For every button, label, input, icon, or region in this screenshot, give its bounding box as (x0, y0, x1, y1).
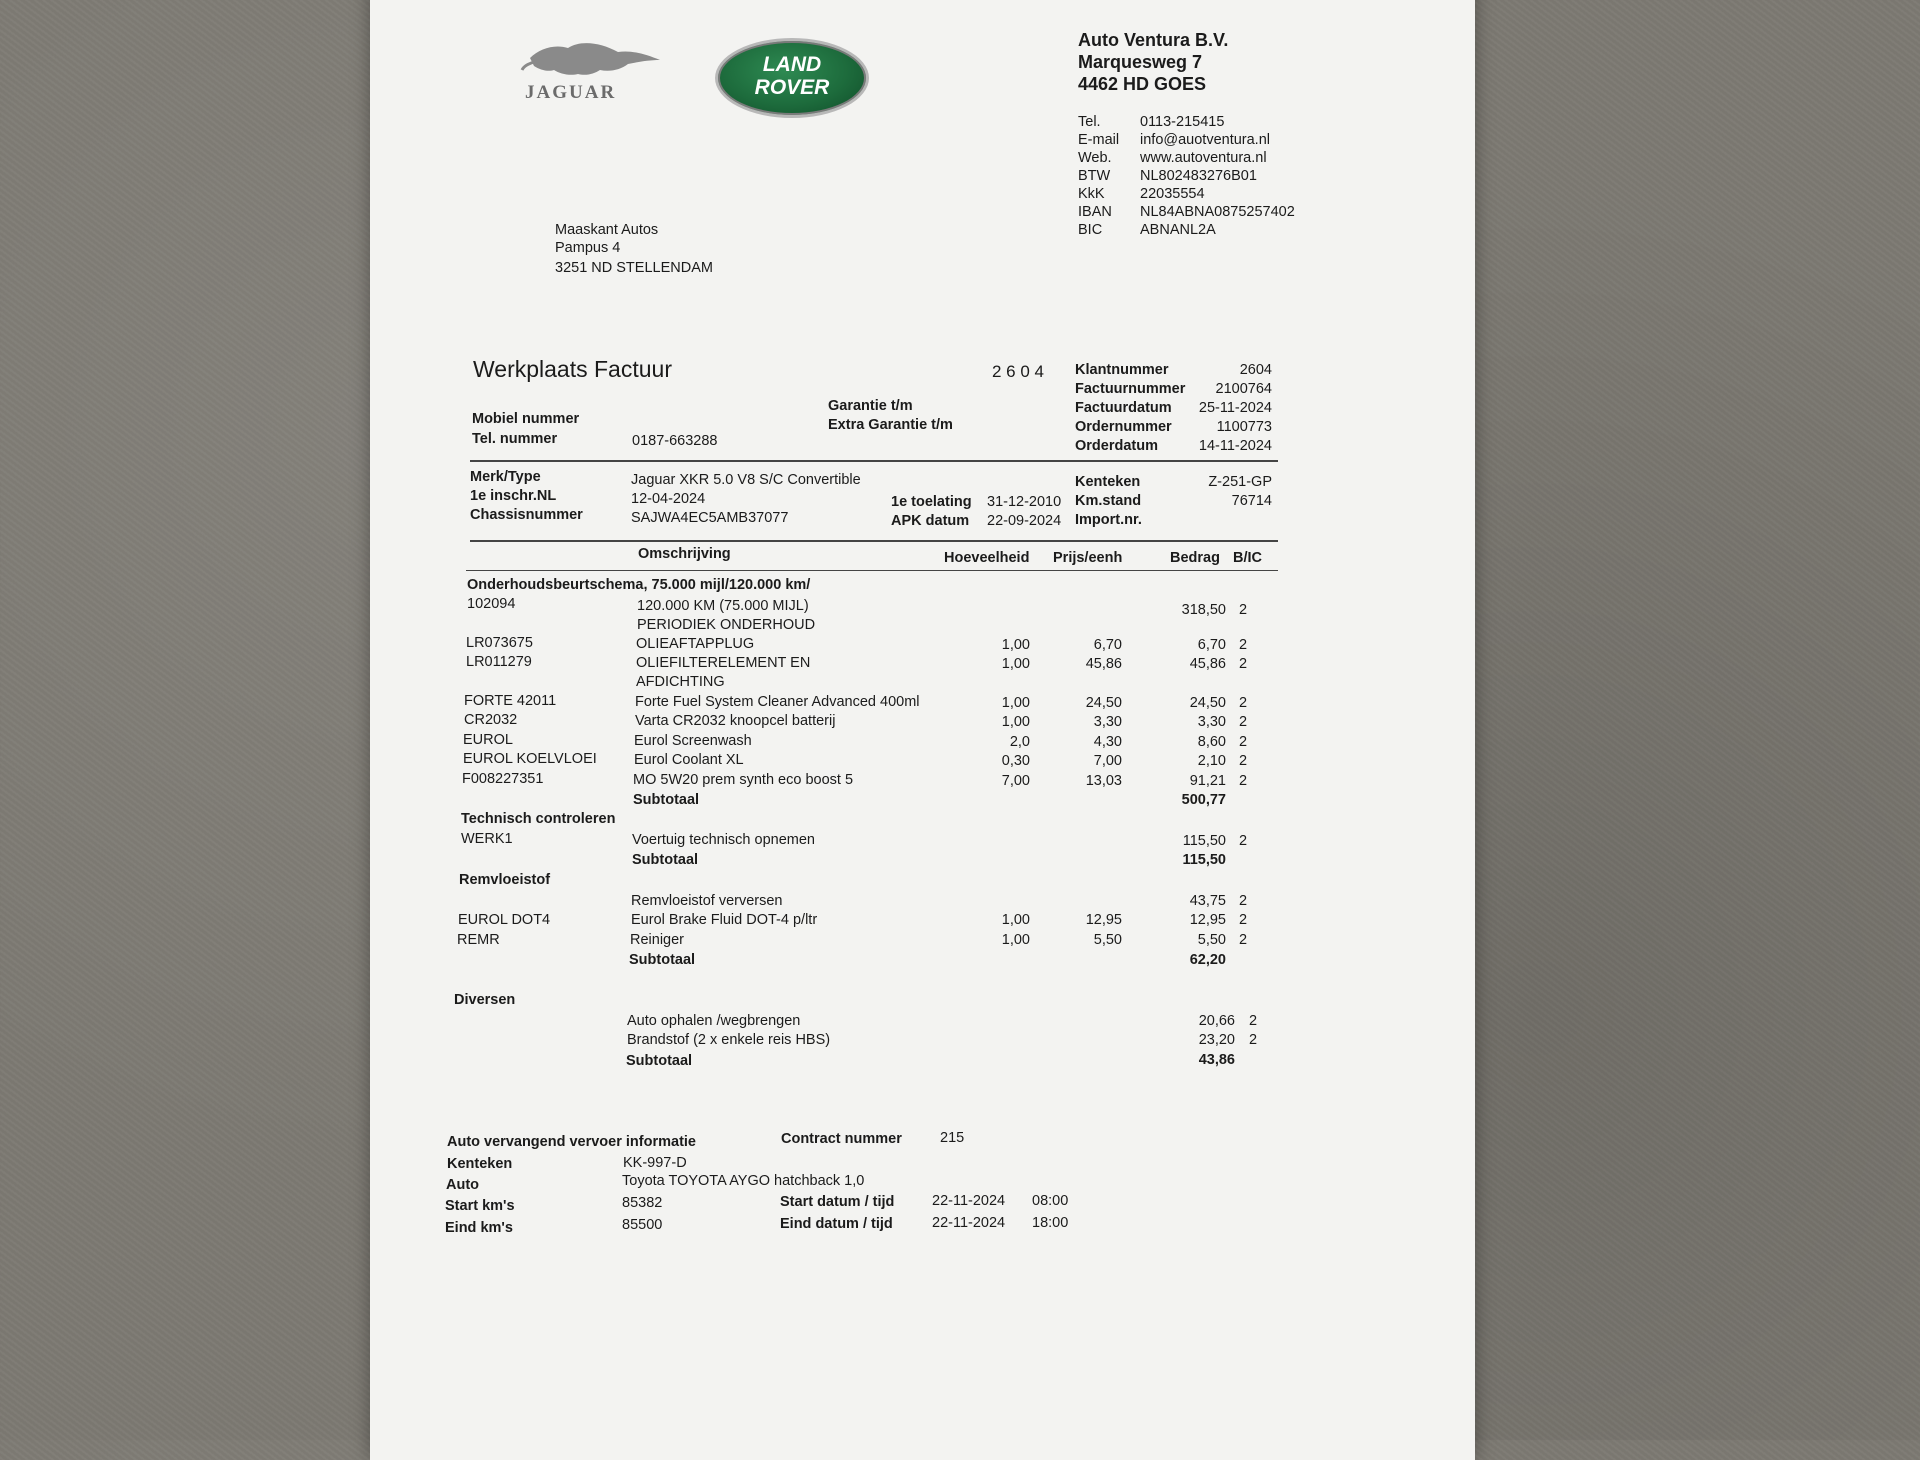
recipient-name: Maaskant Autos (555, 222, 659, 238)
jaguar-wordmark: JAGUAR (525, 82, 617, 103)
divider (470, 460, 1278, 462)
company-city: 4462 HD GOES (1078, 74, 1207, 94)
row-desc: OLIEFILTERELEMENT EN (636, 655, 811, 671)
row-desc: Eurol Coolant XL (634, 752, 744, 768)
row-amount: 2,10 (1197, 753, 1226, 769)
row-code: EUROL DOT4 (458, 912, 551, 928)
recipient-street: Pampus 4 (555, 240, 621, 256)
land-rover-line1: LAND (762, 53, 822, 76)
contact-value: NL802483276B01 (1140, 168, 1257, 184)
row-bic: 2 (1239, 773, 1248, 789)
row-qty: 7,00 (1001, 773, 1030, 789)
subtotal-value: 115,50 (1182, 852, 1226, 868)
repl-startkm-value: 85382 (622, 1195, 663, 1211)
repl-auto-label: Auto (446, 1177, 480, 1193)
row-bic: 2 (1239, 912, 1248, 928)
subtotal-value: 500,77 (1181, 792, 1226, 808)
row-bic: 2 (1239, 753, 1248, 769)
chassis-label: Chassisnummer (470, 507, 583, 523)
subtotal-value: 62,20 (1189, 952, 1226, 968)
contact-label: Web. (1078, 150, 1112, 166)
row-amount: 91,21 (1189, 773, 1226, 789)
meta-label: Factuurnummer (1075, 381, 1186, 397)
subtotal-label: Subtotaal (633, 792, 700, 808)
col-omschrijving: Omschrijving (638, 546, 731, 562)
row-bic: 2 (1239, 637, 1248, 653)
row-qty: 0,30 (1001, 753, 1030, 769)
row-qty: 1,00 (1001, 656, 1030, 672)
repl-starttijd-value: 08:00 (1032, 1193, 1069, 1209)
row-bic: 2 (1249, 1032, 1258, 1048)
row-qty: 1,00 (1001, 637, 1030, 653)
row-code: 102094 (467, 596, 516, 612)
section-title: Remvloeistof (459, 872, 551, 888)
row-price: 6,70 (1093, 637, 1122, 653)
kmstand-label: Km.stand (1075, 493, 1142, 509)
replacement-title: Auto vervangend vervoer informatie (447, 1134, 696, 1150)
repl-einddatum-label: Eind datum / tijd (780, 1216, 893, 1232)
meta-value: 14-11-2024 (1198, 438, 1272, 454)
repl-eindkm-label: Eind km's (445, 1220, 513, 1236)
row-desc: Varta CR2032 knoopcel batterij (635, 713, 836, 729)
repl-einddatum-value: 22-11-2024 (932, 1215, 1006, 1231)
meta-label: Klantnummer (1075, 362, 1169, 378)
row-code: FORTE 42011 (464, 693, 557, 709)
col-bic: B/IC (1233, 550, 1262, 566)
phone-label: Tel. nummer (472, 431, 558, 447)
contact-label: BIC (1078, 222, 1103, 238)
inschr-value: 12-04-2024 (631, 491, 706, 507)
col-bedrag: Bedrag (1170, 550, 1220, 566)
meta-value: 1100773 (1216, 419, 1272, 435)
row-qty: 2,0 (1009, 734, 1030, 750)
company-street: Marquesweg 7 (1078, 52, 1203, 72)
contract-value: 215 (940, 1130, 965, 1146)
row-bic: 2 (1239, 602, 1248, 618)
contact-label: Tel. (1078, 114, 1101, 130)
row-desc: Forte Fuel System Cleaner Advanced 400ml (635, 694, 920, 710)
repl-eindkm-value: 85500 (622, 1217, 663, 1233)
company-name: Auto Ventura B.V. (1078, 30, 1229, 50)
row-bic: 2 (1239, 714, 1248, 730)
repl-startdatum-label: Start datum / tijd (780, 1194, 895, 1210)
row-desc: AFDICHTING (636, 674, 725, 690)
apk-value: 22-09-2024 (987, 513, 1062, 529)
row-desc: Remvloeistof verversen (631, 893, 783, 909)
row-qty: 1,00 (1001, 695, 1030, 711)
row-code: CR2032 (464, 712, 518, 728)
row-code: F008227351 (462, 771, 544, 787)
merk-label: Merk/Type (470, 469, 541, 485)
row-bic: 2 (1239, 656, 1248, 672)
mobile-label: Mobiel nummer (472, 411, 580, 427)
divider (466, 570, 1278, 571)
meta-label: Factuurdatum (1075, 400, 1172, 416)
row-amount: 12,95 (1189, 912, 1226, 928)
row-desc: OLIEAFTAPPLUG (636, 636, 755, 652)
row-code: EUROL (463, 732, 513, 748)
garantie-label: Garantie t/m (828, 398, 913, 414)
meta-value: 2100764 (1215, 381, 1272, 397)
apk-label: APK datum (891, 513, 970, 529)
section-title: Onderhoudsbeurtschema, 75.000 mijl/120.000 km/ (467, 577, 811, 593)
recipient-city: 3251 ND STELLENDAM (555, 260, 713, 276)
inschr-label: 1e inschr.NL (470, 488, 557, 504)
row-bic: 2 (1239, 893, 1248, 909)
row-bic: 2 (1239, 932, 1248, 948)
row-code: WERK1 (461, 831, 513, 847)
contact-value: www.autoventura.nl (1140, 150, 1267, 166)
row-price: 5,50 (1093, 932, 1122, 948)
row-qty: 1,00 (1001, 714, 1030, 730)
contact-value: 0113-215415 (1140, 114, 1225, 130)
row-amount: 23,20 (1198, 1032, 1235, 1048)
phone-value: 0187-663288 (632, 433, 718, 449)
meta-label: Orderdatum (1075, 438, 1158, 454)
row-amount: 8,60 (1197, 734, 1226, 750)
row-amount: 115,50 (1182, 833, 1226, 849)
row-desc: PERIODIEK ONDERHOUD (637, 617, 816, 633)
row-amount: 20,66 (1198, 1013, 1235, 1029)
extra-garantie-label: Extra Garantie t/m (828, 417, 953, 433)
repl-kenteken-label: Kenteken (447, 1156, 513, 1172)
contact-value: ABNANL2A (1140, 222, 1216, 238)
repl-startdatum-value: 22-11-2024 (932, 1193, 1006, 1209)
invoice-title: Werkplaats Factuur (473, 356, 672, 382)
row-price: 7,00 (1093, 753, 1122, 769)
contact-label: BTW (1078, 168, 1111, 184)
row-amount: 24,50 (1189, 695, 1226, 711)
contact-label: IBAN (1078, 204, 1112, 220)
section-title: Diversen (454, 992, 516, 1008)
kenteken-label: Kenteken (1075, 474, 1141, 490)
land-rover-logo (715, 38, 869, 118)
meta-value: 2604 (1239, 362, 1272, 378)
row-desc: Reiniger (630, 932, 684, 948)
toelating-label: 1e toelating (891, 494, 972, 510)
subtotal-value: 43,86 (1198, 1052, 1235, 1068)
invoice-paper (370, 0, 1475, 1460)
row-desc: Brandstof (2 x enkele reis HBS) (627, 1032, 831, 1048)
subtotal-label: Subtotaal (629, 952, 696, 968)
col-prijs: Prijs/eenh (1053, 550, 1123, 566)
subtotal-label: Subtotaal (626, 1053, 693, 1069)
row-qty: 1,00 (1001, 932, 1030, 948)
kmstand-value: 76714 (1231, 493, 1272, 509)
row-amount: 43,75 (1189, 893, 1226, 909)
land-rover-line2: ROVER (754, 76, 830, 99)
repl-auto-value: Toyota TOYOTA AYGO hatchback 1,0 (622, 1173, 865, 1189)
repl-startkm-label: Start km's (445, 1198, 515, 1214)
contact-label: E-mail (1078, 132, 1120, 148)
row-code: LR073675 (466, 635, 533, 651)
row-price: 24,50 (1085, 695, 1122, 711)
repl-eindtijd-value: 18:00 (1032, 1215, 1069, 1231)
subtotal-label: Subtotaal (632, 852, 699, 868)
row-desc: Eurol Screenwash (634, 733, 752, 749)
kenteken-value: Z-251-GP (1208, 474, 1272, 490)
contact-value: 22035554 (1140, 186, 1205, 202)
invoice-number: 2 6 0 4 (992, 362, 1044, 381)
contact-value: NL84ABNA0875257402 (1140, 204, 1295, 220)
row-code: EUROL KOELVLOEI (463, 751, 597, 767)
chassis-value: SAJWA4EC5AMB37077 (631, 510, 789, 526)
merk-value: Jaguar XKR 5.0 V8 S/C Convertible (631, 472, 861, 488)
row-desc: MO 5W20 prem synth eco boost 5 (633, 772, 854, 788)
meta-label: Ordernummer (1075, 419, 1172, 435)
contact-value: info@auotventura.nl (1140, 132, 1270, 148)
row-bic: 2 (1239, 833, 1248, 849)
meta-value: 25-11-2024 (1198, 400, 1272, 416)
contact-label: KkK (1078, 186, 1105, 202)
row-bic: 2 (1239, 734, 1248, 750)
row-price: 13,03 (1085, 773, 1122, 789)
row-qty: 1,00 (1001, 912, 1030, 928)
import-label: Import.nr. (1075, 512, 1142, 528)
section-title: Technisch controleren (461, 811, 616, 827)
row-code: REMR (457, 932, 500, 948)
row-desc: Voertuig technisch opnemen (632, 832, 815, 848)
row-price: 45,86 (1085, 656, 1122, 672)
row-bic: 2 (1239, 695, 1248, 711)
row-desc: Eurol Brake Fluid DOT-4 p/ltr (631, 912, 818, 928)
row-desc: 120.000 KM (75.000 MIJL) (637, 598, 809, 614)
row-code: LR011279 (466, 654, 532, 670)
row-price: 3,30 (1093, 714, 1122, 730)
row-bic: 2 (1249, 1013, 1258, 1029)
row-amount: 5,50 (1197, 932, 1226, 948)
col-hoeveelheid: Hoeveelheid (944, 550, 1030, 566)
divider (470, 540, 1278, 542)
row-price: 4,30 (1093, 734, 1122, 750)
row-amount: 6,70 (1197, 637, 1226, 653)
row-amount: 45,86 (1189, 656, 1226, 672)
row-amount: 318,50 (1181, 602, 1226, 618)
row-amount: 3,30 (1197, 714, 1226, 730)
repl-kenteken-value: KK-997-D (623, 1155, 687, 1171)
row-desc: Auto ophalen /wegbrengen (627, 1013, 801, 1029)
toelating-value: 31-12-2010 (987, 494, 1062, 510)
contract-label: Contract nummer (781, 1131, 902, 1147)
row-price: 12,95 (1085, 912, 1122, 928)
